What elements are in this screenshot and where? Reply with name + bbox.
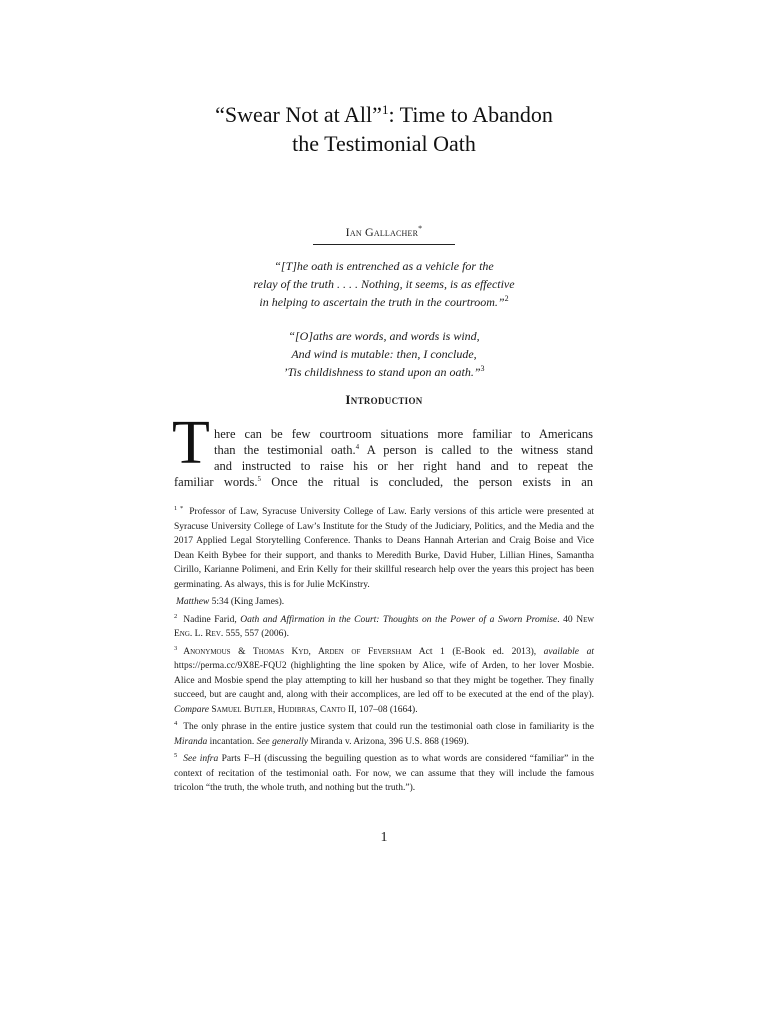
body-line: familiar words.$^5$ Once the ritual is concluded, the person exists in an bbox=[174, 475, 593, 489]
footnote-number: 3 bbox=[174, 644, 178, 652]
drop-cap: T bbox=[172, 409, 210, 477]
author-divider bbox=[313, 244, 455, 245]
author-footnote-marker[interactable]: * bbox=[418, 224, 423, 233]
page-number: 1 bbox=[380, 830, 388, 845]
title-line-1: “Swear Not at All”$^1$: Time to Abandon bbox=[215, 102, 553, 127]
author-byline bbox=[0, 225, 768, 240]
epigraph-2 bbox=[0, 327, 768, 381]
footnote-4: $^4$ The only phrase in the entire justice system that could run the testimonial oath close in familiarity is the Miranda incantation. See generally Miranda v. Arizona, 396 U.S. 868 (1969). bbox=[174, 720, 594, 747]
body-footnote-marker[interactable]: 4 bbox=[355, 443, 360, 451]
footnote-number: 5 bbox=[174, 752, 178, 759]
section-heading: Introduction bbox=[345, 392, 423, 407]
perma-link: https://perma.cc/9X8E-FQU2 (highlighting the line spoken by Alice, wife of Arden, to her lover Mosbie. Alice and Mosbie spend the play attempting to kill her husband so that they might be together. They finally succeed, but are caught and, along with their accomplices, are led off to be executed at the end of the play). bbox=[174, 661, 594, 700]
footnote-5: $^5$ See infra Parts F–H (discussing the beguiling question as to what words are considered “familiar” in the context of recitation of the testimonial oath. For now, we can assume that they will include the famous tricolon “the truth, the whole truth, and nothing but the truth.”). bbox=[174, 752, 594, 793]
footnote-3: $^3$ Anonymous & Thomas Kyd, Arden of Feversham Act 1 (E-Book ed. 2013), available at https://perma.cc/9X8E-FQU2 (highlighting the line spoken by Alice, wife of Arden, to her lover Mosbie. Alice and Mosbie spend the play attempting to kill her husband so that they might be together. They finally succeed, but are caught and, along with their accomplices, are led off to be executed at the end of the play). Compare Samuel Butler, Hudibras, Canto II, 107–08 (1664). bbox=[174, 644, 594, 715]
footnote-author: $^{1 *}$ Professor of Law, Syracuse University College of Law. Early versions of this article were presented at Syracuse University College of Law’s Institute for the Study of the Judiciary, Politics, and the Media and the 2017 Applied Legal Storytelling Conference. Thanks to Deans Hannah Arterian and Craig Boise and Vice Dean Keith Bybee for their support, and thanks to Meredith Burke, David Huber, Lillian Hines, Samantha Cirillo, Karianne Polimeni, and Erin Kelly for their skillful research help over the years this project has been germinating. As always, this is for Julie McKinstry. bbox=[174, 505, 594, 590]
title-footnote-marker[interactable]: 1 bbox=[381, 102, 389, 117]
epigraph-line: “[T]he oath is entrenched as a vehicle for the bbox=[274, 259, 494, 273]
epigraph-line: in helping to ascertain the truth in the courtroom.”$^2$ bbox=[259, 294, 509, 309]
title-line-2: the Testimonial Oath bbox=[292, 131, 476, 156]
body-line: than the testimonial oath.$^4$ A person is called to the witness stand bbox=[214, 443, 593, 457]
footnote-number: 4 bbox=[174, 720, 178, 727]
epigraph-line: “[O]aths are words, and words is wind, bbox=[288, 329, 480, 343]
footnote-number: 1 * bbox=[174, 505, 184, 512]
footnote-1: Matthew 5:34 (King James). bbox=[176, 597, 285, 607]
epigraph-footnote-marker[interactable]: 2 bbox=[504, 294, 509, 303]
epigraph-line: And wind is mutable: then, I conclude, bbox=[291, 347, 477, 361]
body-footnote-marker[interactable]: 5 bbox=[257, 475, 261, 483]
footnotes-section bbox=[174, 505, 594, 799]
footnote-2: $^2$ Nadine Farid, Oath and Affirmation in the Court: Thoughts on the Power of a Sworn Promise. 40 New Eng. L. Rev. 555, 557 (2006). bbox=[174, 612, 594, 639]
footnote-number: 2 bbox=[174, 612, 178, 620]
epigraph-footnote-marker[interactable]: 3 bbox=[480, 364, 485, 373]
body-line: here can be few courtroom situations more familiar to Americans bbox=[214, 427, 593, 441]
epigraph-line: relay of the truth . . . . Nothing, it seems, is as effective bbox=[253, 277, 515, 291]
author-name: Ian Gallacher bbox=[345, 225, 419, 239]
epigraph-1 bbox=[0, 257, 768, 311]
article-title bbox=[0, 100, 768, 158]
epigraph-line: ’Tis childishness to stand upon an oath.”$^3$ bbox=[283, 364, 485, 379]
body-line: and instructed to raise his or her right hand and to repeat the bbox=[214, 459, 593, 473]
